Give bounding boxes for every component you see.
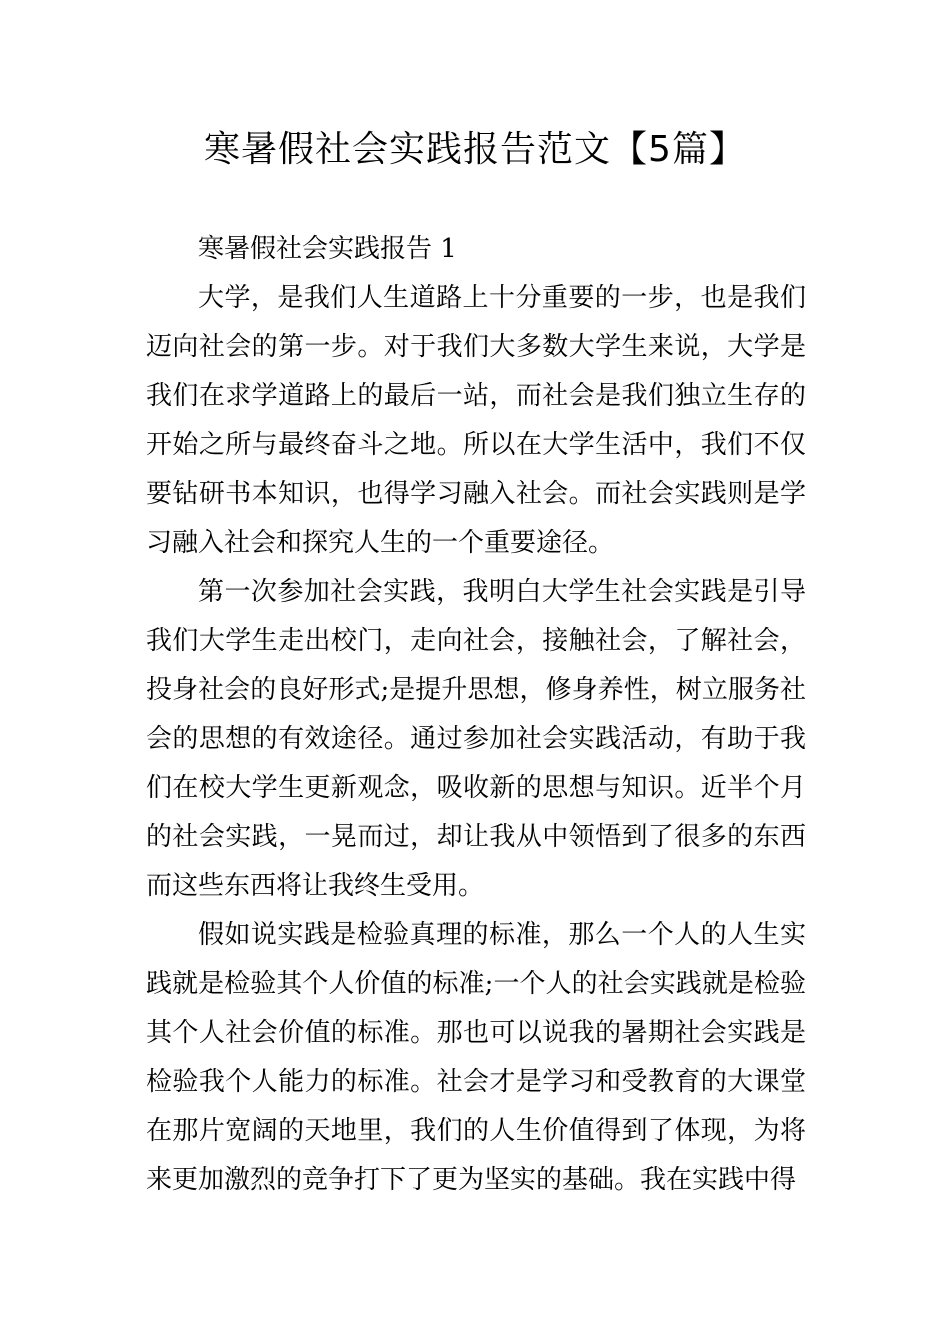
paragraph-2: 第一次参加社会实践，我明白大学生社会实践是引导我们大学生走出校门，走向社会，接触社会，了解社会，投身社会的良好形式;是提升思想，修身养性，树立服务社会的思想的有效途径。通过参加社会实践活动，有助于我们在校大学生更新观念，吸收新的思想与知识。近半个月的社会实践，一晃而过，却让我从中领悟到了很多的东西而这些东西将让我终生受用。	[146, 577, 806, 901]
document-title: 寒暑假社会实践报告范文【5篇】	[204, 129, 746, 170]
paragraph-1: 大学，是我们人生道路上十分重要的一步，也是我们迈向社会的第一步。对于我们大多数大学生来说，大学是我们在求学道路上的最后一站，而社会是我们独立生存的开始之所与最终奋斗之地。所以在大学生活中，我们不仅要钻研书本知识，也得学习融入社会。而社会实践则是学习融入社会和探究人生的一个重要途径。	[146, 283, 806, 558]
document-body	[146, 225, 806, 1205]
section-heading: 寒暑假社会实践报告 1	[198, 234, 457, 264]
paragraph-3: 假如说实践是检验真理的标准，那么一个人的人生实践就是检验其个人价值的标准;一个人的社会实践就是检验其个人社会价值的标准。那也可以说我的暑期社会实践是检验我个人能力的标准。社会才是学习和受教育的大课堂在那片宽阔的天地里，我们的人生价值得到了体现，为将来更加激烈的竞争打下了更为坚实的基础。我在实践中得	[146, 920, 806, 1195]
